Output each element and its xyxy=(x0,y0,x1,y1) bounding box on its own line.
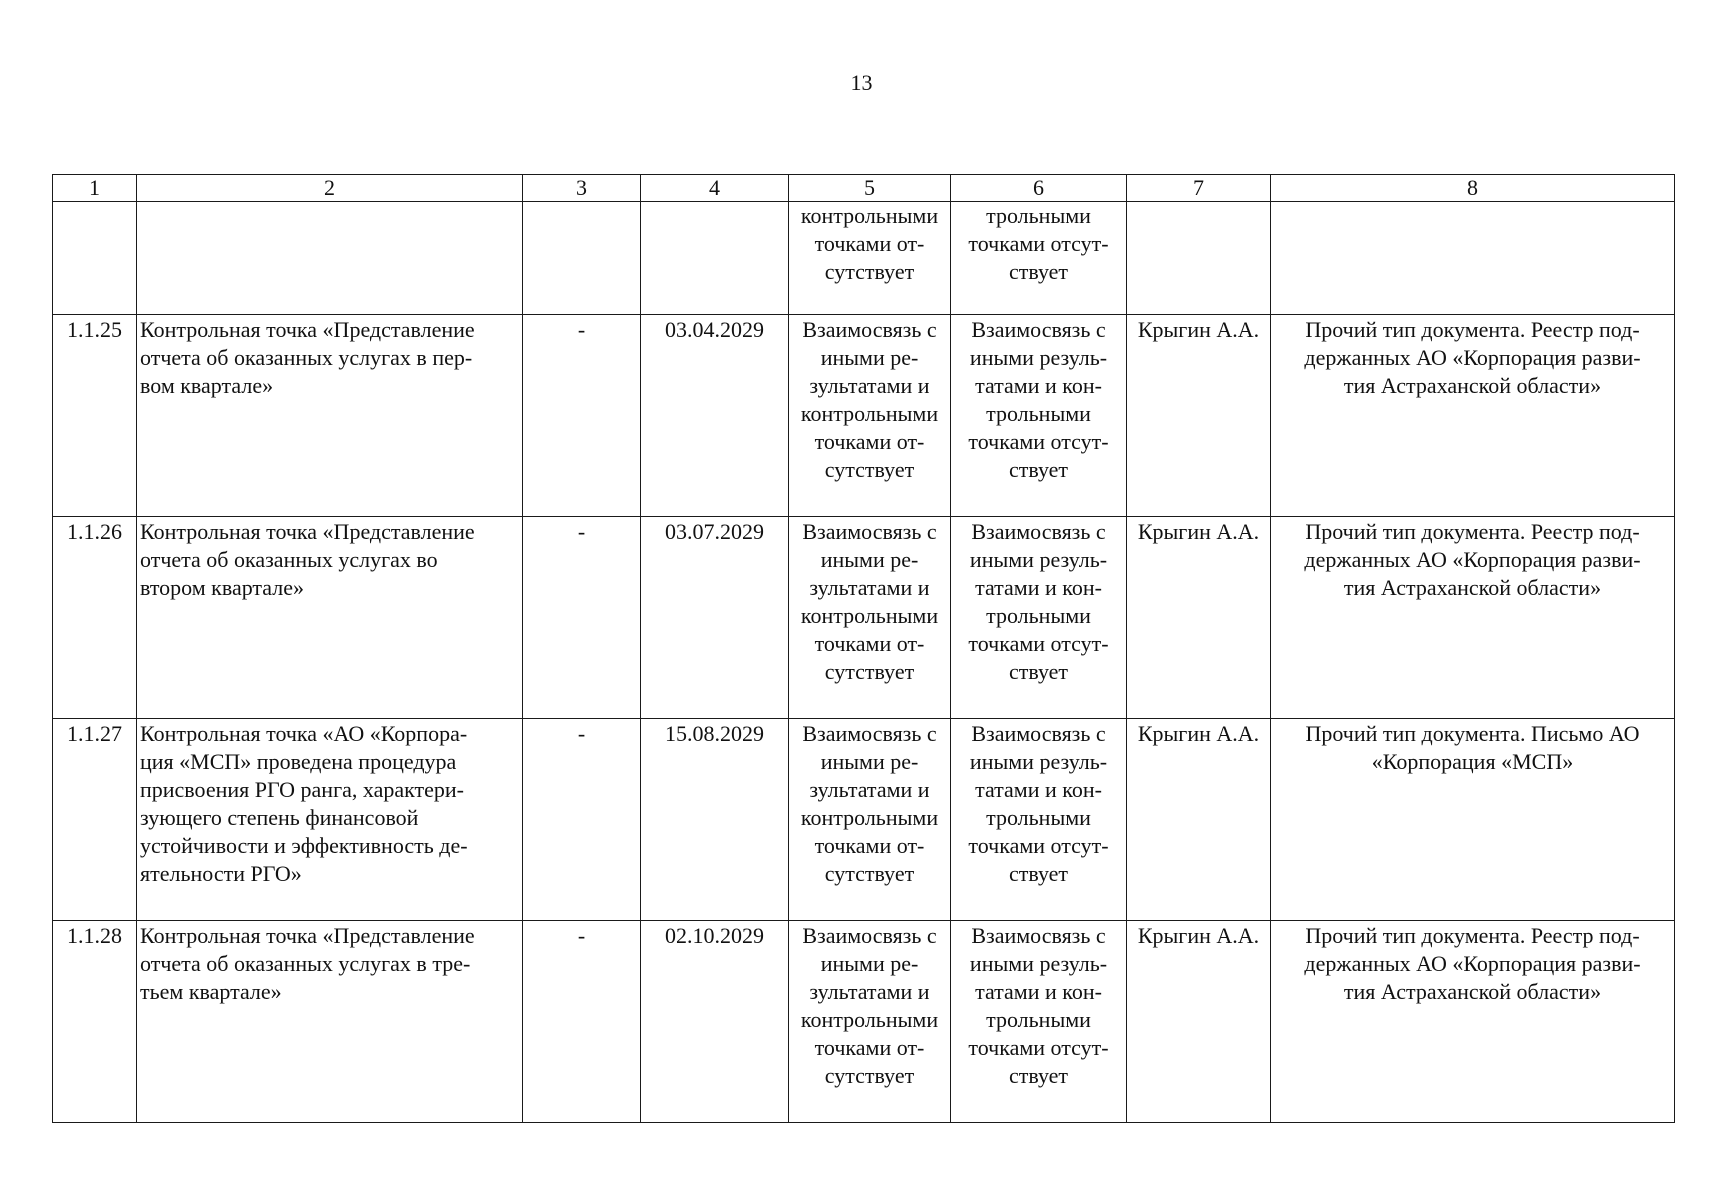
cell-relation-results: Взаимосвязь с иными ре- зультатами и контрольными точками от- сутствует xyxy=(789,315,951,517)
cell-col3 xyxy=(523,202,641,315)
cell-date: 15.08.2029 xyxy=(641,719,789,921)
cell-relation-results: контрольными точками от- сутствует xyxy=(789,202,951,315)
header-col-1: 1 xyxy=(53,175,137,202)
table-row xyxy=(53,921,1675,1123)
header-col-8: 8 xyxy=(1271,175,1675,202)
table-header-row xyxy=(53,175,1675,202)
cell-document: Прочий тип документа. Реестр под- держанных АО «Корпорация разви- тия Астраханской области» xyxy=(1271,517,1675,719)
header-col-7: 7 xyxy=(1127,175,1271,202)
cell-responsible xyxy=(1127,202,1271,315)
cell-number: 1.1.25 xyxy=(53,315,137,517)
cell-name: Контрольная точка «Представление отчета об оказанных услугах во втором квартале» xyxy=(137,517,523,719)
cell-name: Контрольная точка «Представление отчета об оказанных услугах в пер- вом квартале» xyxy=(137,315,523,517)
cell-col3: - xyxy=(523,315,641,517)
plan-table xyxy=(52,174,1675,1123)
continuation-row xyxy=(53,202,1675,315)
cell-relation-checkpoints: Взаимосвязь с иными резуль- татами и кон- трольными точками отсут- ствует xyxy=(951,315,1127,517)
cell-number xyxy=(53,202,137,315)
cell-name xyxy=(137,202,523,315)
header-col-4: 4 xyxy=(641,175,789,202)
cell-number: 1.1.26 xyxy=(53,517,137,719)
table-row xyxy=(53,517,1675,719)
cell-relation-checkpoints: Взаимосвязь с иными резуль- татами и кон- трольными точками отсут- ствует xyxy=(951,517,1127,719)
cell-relation-results: Взаимосвязь с иными ре- зультатами и контрольными точками от- сутствует xyxy=(789,921,951,1123)
header-col-5: 5 xyxy=(789,175,951,202)
cell-relation-checkpoints: трольными точками отсут- ствует xyxy=(951,202,1127,315)
cell-document: Прочий тип документа. Реестр под- держанных АО «Корпорация разви- тия Астраханской области» xyxy=(1271,315,1675,517)
cell-number: 1.1.28 xyxy=(53,921,137,1123)
cell-relation-results: Взаимосвязь с иными ре- зультатами и контрольными точками от- сутствует xyxy=(789,719,951,921)
cell-responsible: Крыгин А.А. xyxy=(1127,719,1271,921)
cell-relation-checkpoints: Взаимосвязь с иными резуль- татами и кон- трольными точками отсут- ствует xyxy=(951,921,1127,1123)
cell-col3: - xyxy=(523,517,641,719)
header-col-2: 2 xyxy=(137,175,523,202)
cell-name: Контрольная точка «АО «Корпора- ция «МСП» проведена процедура присвоения РГО ранга, характери- зующего степень финансовой устойчивости и эффективность де- ятельности РГО» xyxy=(137,719,523,921)
header-col-6: 6 xyxy=(951,175,1127,202)
table-row xyxy=(53,315,1675,517)
cell-responsible: Крыгин А.А. xyxy=(1127,315,1271,517)
page-number: 13 xyxy=(850,70,873,95)
cell-responsible: Крыгин А.А. xyxy=(1127,517,1271,719)
cell-document xyxy=(1271,202,1675,315)
cell-col3: - xyxy=(523,719,641,921)
cell-name: Контрольная точка «Представление отчета об оказанных услугах в тре- тьем квартале» xyxy=(137,921,523,1123)
cell-date xyxy=(641,202,789,315)
header-col-3: 3 xyxy=(523,175,641,202)
cell-document: Прочий тип документа. Реестр под- держанных АО «Корпорация разви- тия Астраханской области» xyxy=(1271,921,1675,1123)
cell-responsible: Крыгин А.А. xyxy=(1127,921,1271,1123)
cell-relation-checkpoints: Взаимосвязь с иными резуль- татами и кон- трольными точками отсут- ствует xyxy=(951,719,1127,921)
cell-col3: - xyxy=(523,921,641,1123)
cell-number: 1.1.27 xyxy=(53,719,137,921)
cell-document: Прочий тип документа. Письмо АО «Корпорация «МСП» xyxy=(1271,719,1675,921)
cell-date: 02.10.2029 xyxy=(641,921,789,1123)
cell-relation-results: Взаимосвязь с иными ре- зультатами и контрольными точками от- сутствует xyxy=(789,517,951,719)
table-row xyxy=(53,719,1675,921)
cell-date: 03.04.2029 xyxy=(641,315,789,517)
cell-date: 03.07.2029 xyxy=(641,517,789,719)
